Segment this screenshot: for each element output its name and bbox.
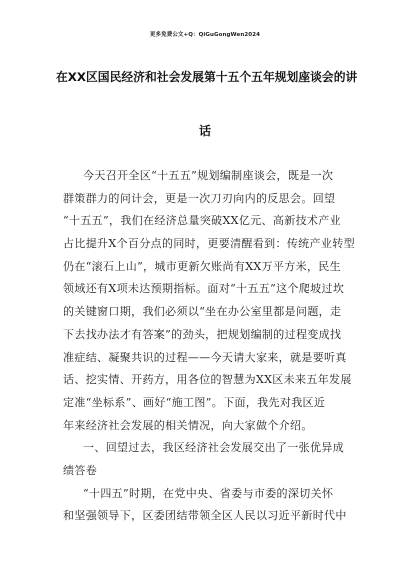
body-line: 占比提升X个百分点的同时，更要清醒看到：传统产业转型	[63, 237, 355, 251]
body-line: “十五五”，我们在经济总量突破XX亿元、高新技术产业	[63, 214, 342, 228]
body-line: 的关键窗口期，我们必须以“坐在办公室里都是问题，走	[63, 305, 342, 319]
body-line: 群策群力的问计会，更是一次刀刃向内的反思会。回望	[63, 191, 336, 205]
body-line: 绩答卷	[63, 463, 98, 477]
document-title-continuation: 话	[198, 124, 211, 138]
body-line: 仍在“滚石上山”，城市更新欠账尚有XX万平方米，民生	[63, 259, 342, 273]
body-line: 年来经济社会发展的相关情况，向大家做个介绍。	[63, 418, 313, 432]
body-line: “十四五”时期，在党中央、省委与市委的深切关怀	[83, 486, 334, 500]
body-line: 和坚强领导下，区委团结带领全区人民以习近平新时代中	[63, 509, 347, 523]
body-line: 定准“坐标系”、画好“施工图”。下面，我先对我区近	[63, 395, 326, 409]
body-line: 话、挖实情、开药方，用各位的智慧为XX区未来五年发展	[63, 373, 352, 387]
body-line: 下去找办法才有答案”的劲头，把规划编制的过程变成找	[63, 327, 342, 341]
header-note: 更多免费公文+Q：QiGuGongWen2024	[149, 32, 261, 38]
document-body	[63, 165, 359, 528]
body-line: 领域还有X项未达预期指标。面对“十五五”这个爬坡过坎	[63, 282, 345, 296]
body-line: 一、回望过去，我区经济社会发展交出了一张优异成	[83, 441, 345, 455]
body-line: 今天召开全区“十五五”规划编制座谈会，既是一次	[83, 169, 334, 182]
body-line: 准症结、凝聚共识的过程——今天请大家来，就是要听真	[63, 350, 347, 364]
document-title: 在XX区国民经济和社会发展第十五个五年规划座谈会的讲	[56, 70, 358, 84]
